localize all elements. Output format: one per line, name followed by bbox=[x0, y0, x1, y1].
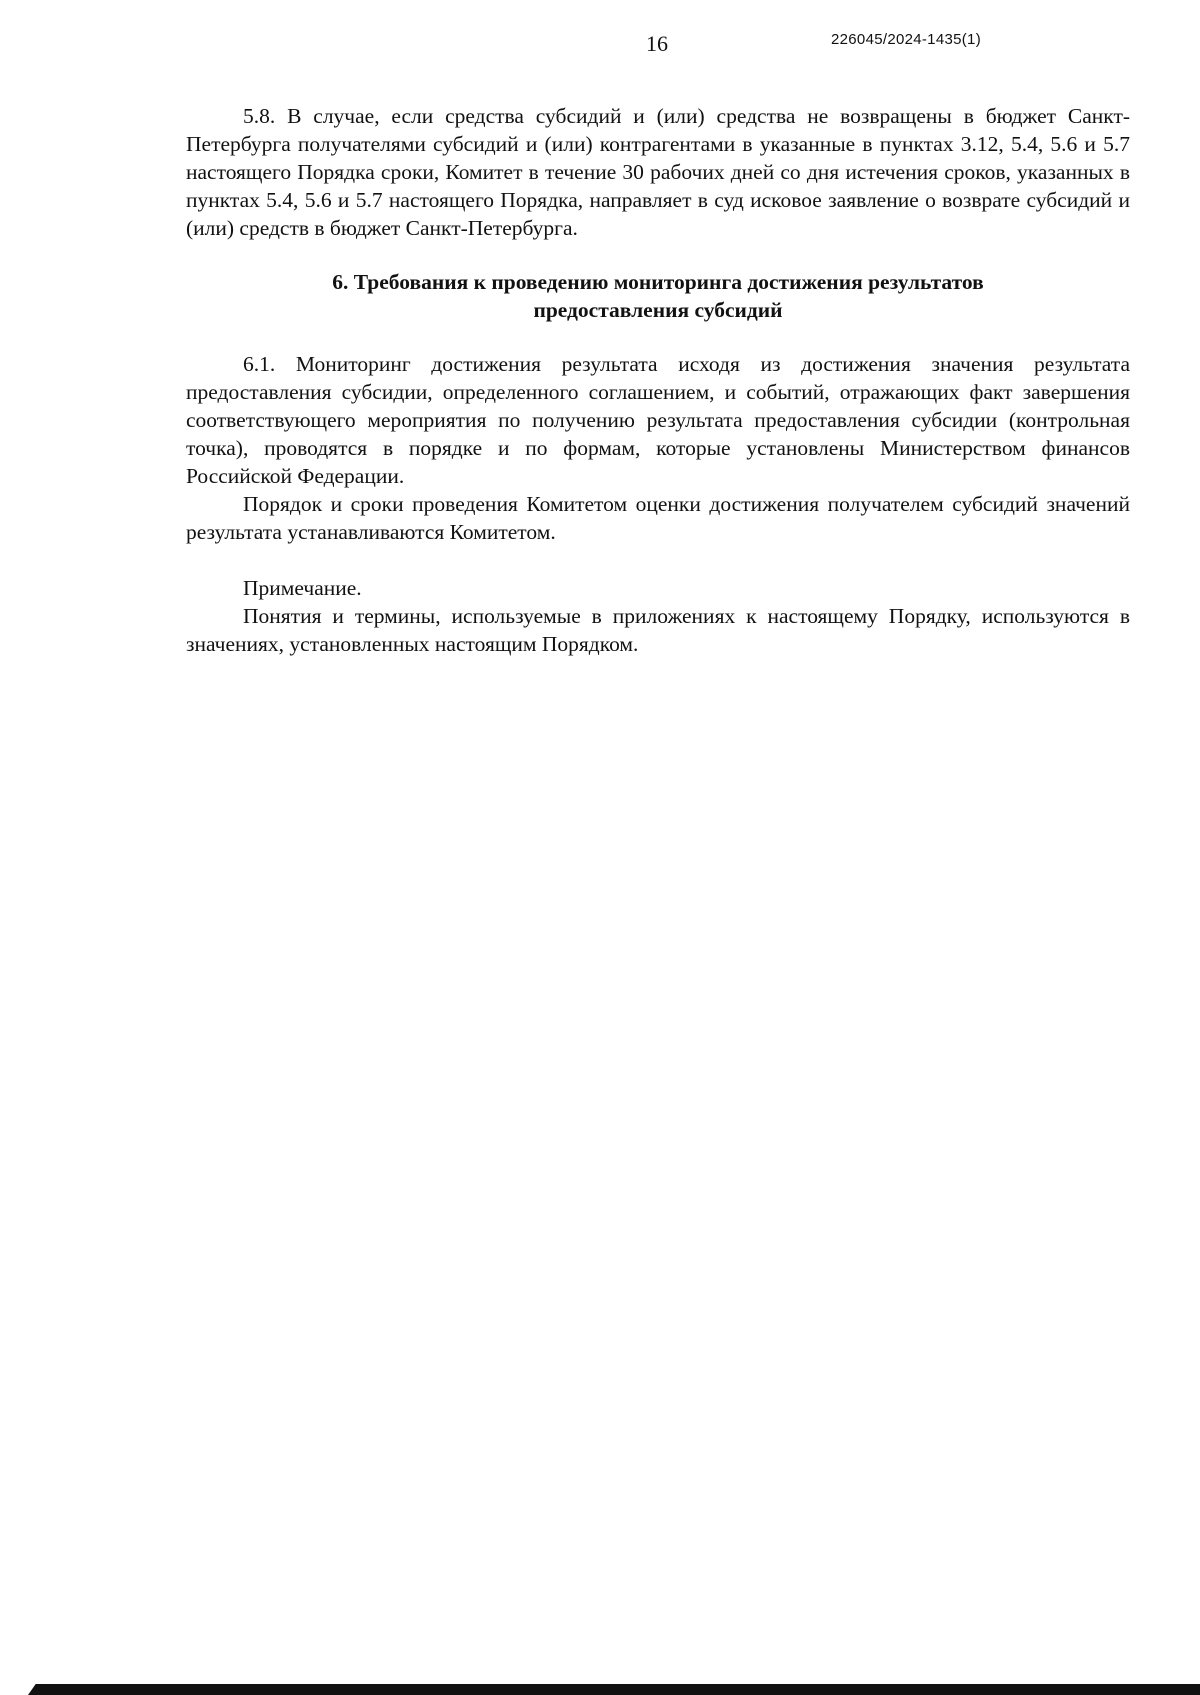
paragraph-6-1-procedure: Порядок и сроки проведения Комитетом оценки достижения получателем субсидий значений результата устанавливаются Комитетом. bbox=[186, 492, 1130, 544]
scan-edge-bar bbox=[28, 1684, 1200, 1695]
paragraph-6-1: 6.1. Мониторинг достижения результата исходя из достижения значения результата предоставления субсидии, определенного соглашением, и событий, отражающих факт завершения соответствующего мероприятия по получению результата предоставления субсидии (контрольная точка), проводятся в порядке и по формам, которые установлены Министерством финансов Российской Федерации. bbox=[186, 352, 1130, 488]
document-id: 226045/2024-1435(1) bbox=[831, 31, 981, 48]
section-6-heading-line-2: предоставления субсидий bbox=[533, 298, 783, 322]
spacer bbox=[186, 546, 1130, 574]
note-text: Понятия и термины, используемые в приложениях к настоящему Порядку, используются в значениях, установленных настоящим Порядком. bbox=[186, 604, 1130, 656]
paragraph-5-8: 5.8. В случае, если средства субсидий и (или) средства не возвращены в бюджет Санкт-Петербурга получателями субсидий и (или) контрагентами в указанные в пунктах 3.12, 5.4, 5.6 и 5.7 настоящего Порядка сроки, Комитет в течение 30 рабочих дней со дня истечения сроков, указанных в пунктах 5.4, 5.6 и 5.7 настоящего Порядка, направляет в суд исковое заявление о возврате субсидий и (или) средств в бюджет Санкт-Петербурга. bbox=[186, 104, 1130, 240]
page-number: 16 bbox=[646, 31, 668, 56]
note-label: Примечание. bbox=[243, 576, 362, 600]
section-6-heading bbox=[186, 268, 1130, 324]
document-body bbox=[186, 102, 1130, 658]
section-6-heading-line-1: 6. Требования к проведению мониторинга достижения результатов bbox=[332, 270, 984, 294]
